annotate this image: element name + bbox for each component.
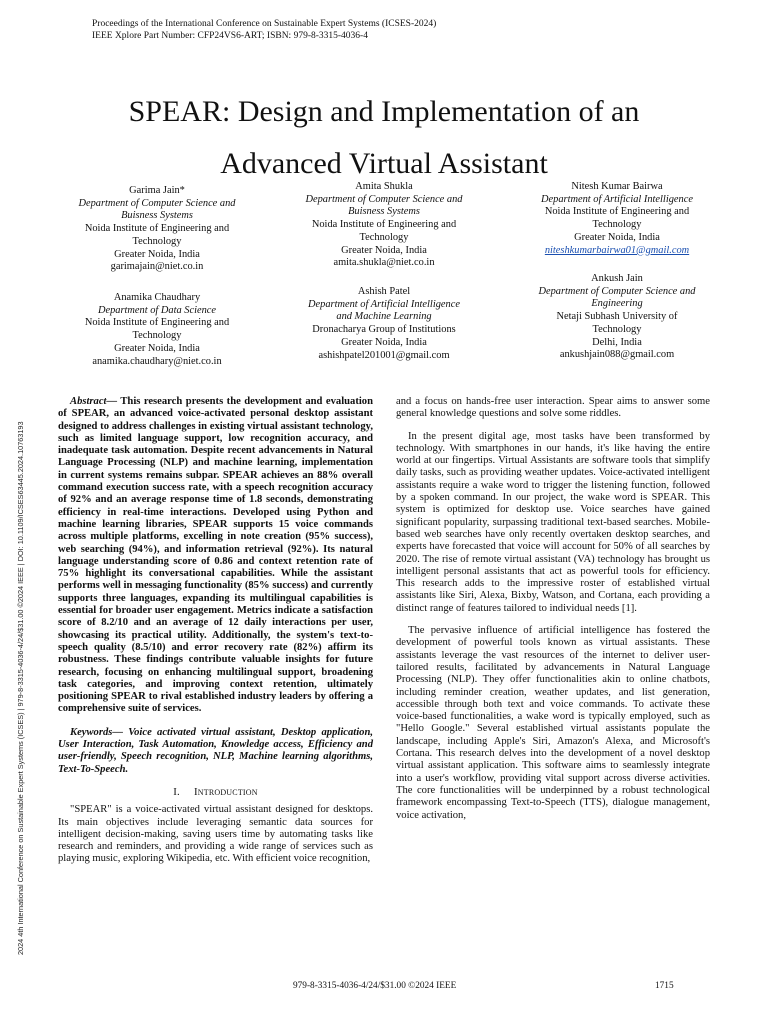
author-institution: Technology (359, 231, 409, 243)
body-paragraph: The pervasive influence of artificial intelligence has fostered the development of powerful tools known as virtual assistants. These assistants leverage the vast resources of the internet to deliver user-tailored results, facilitated by advancements in Natural Language Processing (NLP). They offer functionalities akin to online chatbots, including reminder creation, weather updates, and list generation, accessible through both text and voice commands. To activate these voice-based functionalities, a wake word is typically employed, such as "Hello Google." Several established virtual assistants populate the landscape, including Apple's Siri, Amazon's Alexa, and Microsoft's Cortana. This research delves into the development of a novel desktop virtual assistant application. This software aims to seamlessly integrate into a user's workflow, providing vital support across diverse activities. The core functionalities will be underpinned by a robust technological framework encompassing Text-to-Speech (TTS), dialogue management, voice activation, (396, 625, 710, 821)
section-number: I. (173, 785, 180, 798)
author-email-link[interactable]: niteshkumarbairwa01@gmail.com (544, 244, 690, 256)
author-email: garimajain@niet.co.in (110, 261, 204, 273)
author-department: Department of Data Science (97, 304, 217, 316)
keywords-body: Voice activated virtual assistant, Desktop application, User Interaction, Task Automation, Knowledge access, Efficiency and user-friendly, Speech recognition, NLP, Machine learning algorithms, Text-To-Speech. (58, 726, 373, 775)
author-institution: Dronacharya Group of Institutions (312, 324, 456, 336)
author-institution: Technology (132, 330, 182, 342)
header-line-2: IEEE Xplore Part Number: CFP24VS6-ART; ISBN: 979-8-3315-4036-4 (92, 31, 368, 41)
author-department: Engineering (591, 298, 643, 310)
author-name: Ankush Jain (591, 273, 643, 284)
paper-title (60, 86, 708, 190)
author-institution: Technology (132, 235, 182, 247)
author-department: Department of Computer Science and (305, 193, 463, 205)
page-number: 1715 (655, 981, 674, 991)
author-block (52, 292, 262, 368)
author-department: Buisness Systems (121, 210, 193, 222)
author-institution: Noida Institute of Engineering and (544, 206, 690, 218)
doi-sidebar: 2024 4th International Conference on Sustainable Expert Systems (ICSES) | 979-8-3315-4036-4/24/$31.00 ©2024 IEEE | DOI: 10.1109/ICSES63445.2024.10763193 (16, 421, 25, 955)
author-email: ankushjain088@gmail.com (559, 349, 675, 361)
keywords-lead: Keywords— (70, 726, 123, 738)
author-location: Greater Noida, India (574, 231, 660, 243)
body-paragraph: In the present digital age, most tasks have been transformed by technology. With smartphones in our hands, it's like having the entire world at our fingertips. Virtual Assistants are software tools that simplify daily tasks, such as providing weather updates. Voice-activated intelligent assistants require a wake word to trigger the listening function, followed by a spoken command. In our project, the wake word is SPEAR. This system is optimized for desktop use. Voice searches have gained significant popularity, surpassing traditional text-based searches. Mobile-based web searches have only recently overtaken desktop searches, and experts have forecasted that voice will account for 50% of all searches by 2020. The rise of remote virtual assistant (VA) technology has brought us intelligent personal assistants that act as powerful tools for efficiency. This research adds to the impressive roster of established virtual assistants like Siri, Alexa, Bixby, Watson, and Cortana, each providing a distinct range of features tailored to individual needs [1]. (396, 430, 710, 614)
author-institution: Netaji Subhash University of (556, 311, 678, 323)
section-heading (58, 786, 373, 798)
abstract (58, 396, 373, 716)
author-name: Anamika Chaudhary (113, 292, 201, 303)
keywords (58, 727, 373, 776)
author-email: amita.shukla@niet.co.in (333, 257, 435, 269)
author-institution: Noida Institute of Engineering and (84, 317, 230, 329)
author-institution: Noida Institute of Engineering and (311, 219, 457, 231)
title-line-2: Advanced Virtual Assistant (220, 147, 548, 180)
author-department: Department of Computer Science and (78, 197, 236, 209)
author-block (279, 286, 489, 362)
author-location: Greater Noida, India (114, 248, 200, 260)
abstract-body: This research presents the development and evaluation of SPEAR, an advanced voice-activated personal desktop assistant designed to address challenges in existing virtual assistant technology, such as limited language support, low recognition accuracy, and inadequate task automation. Despite recent advancements in Natural Language Processing (NLP) and machine learning, implementation in current systems remains subpar. SPEAR achieves an 88% overall command execution success rate, with a speech recognition accuracy of 92% and an average response time of 1.8 seconds, demonstrating efficiency in real-time interactions. Developed using Python and machine learning libraries, SPEAR supports 15 voice commands across multiple platforms, excelling in note creation (95% success), web searching (94%), and information retrieval (92%). Its natural language understanding score of 0.86 and context retention rate of 75% highlight its conversational capabilities. While the assistant performs well in messaging functionality (85% success) and currently supports three languages, expanding its multilingual capabilities is essential for broader user engagement. Metrics indicate a satisfaction score of 8.2/10 and an average of 12 daily interactions per user, showcasing its practical utility. Additionally, the system's text-to-speech quality (8.5/10) and error recovery rate (82%) affirm its robustness. These findings contribute valuable insights for future research, focusing on enhancing multilingual support, broadening task categories, and improving context retention, ultimately positioning SPEAR to rival established industry leaders by offering a comprehensive suite of services. (58, 396, 373, 715)
author-block (279, 181, 489, 270)
author-department: and Machine Learning (336, 311, 432, 323)
author-name: Nitesh Kumar Bairwa (571, 181, 663, 192)
author-institution: Noida Institute of Engineering and (84, 223, 230, 235)
author-email: ashishpatel201001@gmail.com (318, 349, 450, 361)
author-department: Department of Artificial Intelligence (308, 298, 460, 310)
author-department: Department of Artificial Intelligence (541, 193, 693, 205)
author-email: anamika.chaudhary@niet.co.in (92, 355, 222, 367)
abstract-lead: Abstract— (70, 396, 118, 407)
author-name: Amita Shukla (355, 181, 413, 192)
author-location: Greater Noida, India (341, 244, 427, 256)
body-paragraph: "SPEAR" is a voice-activated virtual assistant designed for desktops. Its main objectives include leveraging semantic data sources for intelligent decision-making, saving users time by automating tasks like research and reminders, and providing a wide range of services such as playing music, exploring Wikipedia, etc. With efficient voice recognition, (58, 804, 373, 865)
section-title: Introduction (193, 785, 258, 798)
proceedings-header (92, 18, 436, 42)
author-department: Department of Computer Science and (538, 285, 696, 297)
author-name: Garima Jain* (129, 185, 185, 196)
author-location: Greater Noida, India (341, 336, 427, 348)
author-department: Buisness Systems (348, 206, 420, 218)
title-line-1: SPEAR: Design and Implementation of an (128, 95, 640, 128)
author-block (52, 185, 262, 274)
left-column (58, 396, 373, 866)
body-paragraph: and a focus on hands-free user interaction. Spear aims to answer some general knowledge questions and solve some riddles. (396, 396, 710, 420)
author-institution: Technology (592, 323, 642, 335)
author-location: Delhi, India (592, 336, 642, 348)
author-block (508, 273, 726, 362)
author-name: Ashish Patel (357, 286, 411, 297)
author-institution: Technology (592, 219, 642, 231)
author-block (508, 181, 726, 257)
footer-isbn: 979-8-3315-4036-4/24/$31.00 ©2024 IEEE (293, 981, 457, 991)
right-column (396, 396, 710, 822)
header-line-1: Proceedings of the International Conference on Sustainable Expert Systems (ICSES-2024) (92, 19, 437, 29)
author-location: Greater Noida, India (114, 342, 200, 354)
